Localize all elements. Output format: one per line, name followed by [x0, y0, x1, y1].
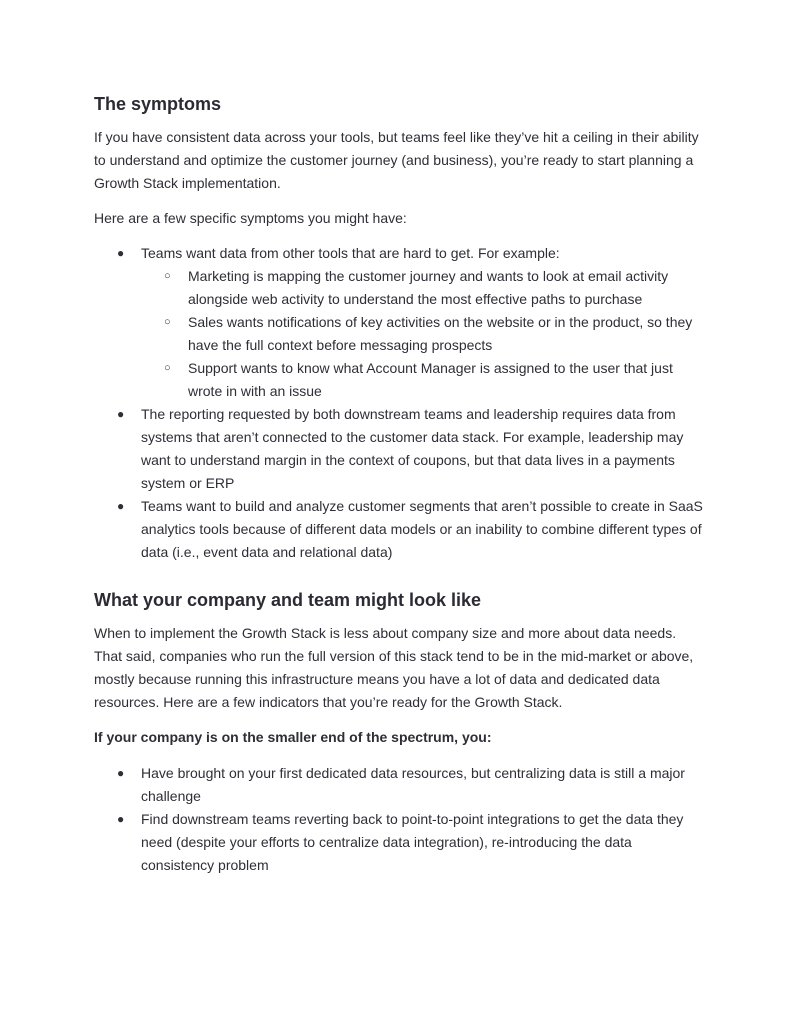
symptoms-lead-paragraph: Here are a few specific symptoms you might have: — [94, 210, 407, 226]
list-item — [141, 265, 706, 311]
list-item-text: Sales wants notifications of key activities on the website or in the product, so they have the full context before messaging prospects — [188, 314, 693, 353]
section-company-team — [94, 588, 706, 877]
smaller-company-list — [94, 762, 706, 877]
list-item-text: Teams want data from other tools that are hard to get. For example: — [141, 245, 560, 261]
list-item — [94, 403, 706, 495]
bullet-icon: ● — [117, 246, 125, 260]
bullet-icon: ● — [117, 499, 125, 513]
list-item — [141, 311, 706, 357]
list-item — [94, 808, 706, 877]
bullet-icon: ● — [117, 407, 125, 421]
section-heading-company-team: What your company and team might look like — [94, 590, 482, 610]
list-item — [94, 242, 706, 403]
bullet-icon: ● — [117, 812, 125, 826]
symptoms-intro-paragraph: If you have consistent data across your tools, but teams feel like they’ve hit a ceiling in their ability to understand and optimize the customer journey (and business), you’re ready to start planning a Growth Stack implementation. — [94, 129, 699, 191]
symptoms-list — [94, 242, 706, 564]
list-item-text: Teams want to build and analyze customer segments that aren’t possible to create in SaaS analytics tools because of different data models or an inability to combine different types of data (i.e., event data and relational data) — [141, 498, 703, 560]
company-intro-paragraph: When to implement the Growth Stack is less about company size and more about data needs. That said, companies who run the full version of this stack tend to be in the mid-market or above, mostly because running this infrastructure means you have a lot of data and dedicated data resources. Here are a few indicators that you’re ready for the Growth Stack. — [94, 625, 694, 710]
section-heading-symptoms: The symptoms — [94, 94, 222, 114]
document-page — [94, 92, 706, 877]
list-item — [94, 495, 706, 564]
section-symptoms — [94, 92, 706, 564]
smaller-company-lead: If your company is on the smaller end of the spectrum, you: — [94, 729, 492, 745]
list-item-text: The reporting requested by both downstream teams and leadership requires data from systems that aren’t connected to the customer data stack. For example, leadership may want to understand margin in the context of coupons, but that data lives in a payments system or ERP — [141, 406, 684, 491]
list-item-text: Have brought on your first dedicated data resources, but centralizing data is still a major challenge — [141, 765, 685, 804]
list-item-text: Support wants to know what Account Manager is assigned to the user that just wrote in with an issue — [188, 360, 673, 399]
hollow-bullet-icon: ○ — [164, 316, 171, 328]
hollow-bullet-icon: ○ — [164, 362, 171, 374]
list-item — [141, 357, 706, 403]
symptoms-sublist — [141, 265, 706, 403]
list-item-text: Marketing is mapping the customer journey and wants to look at email activity alongside web activity to understand the most effective paths to purchase — [188, 268, 669, 307]
list-item-text: Find downstream teams reverting back to point-to-point integrations to get the data they need (despite your efforts to centralize data integration), re-introducing the data consistency problem — [141, 811, 684, 873]
hollow-bullet-icon: ○ — [164, 270, 171, 282]
list-item — [94, 762, 706, 808]
bullet-icon: ● — [117, 766, 125, 780]
